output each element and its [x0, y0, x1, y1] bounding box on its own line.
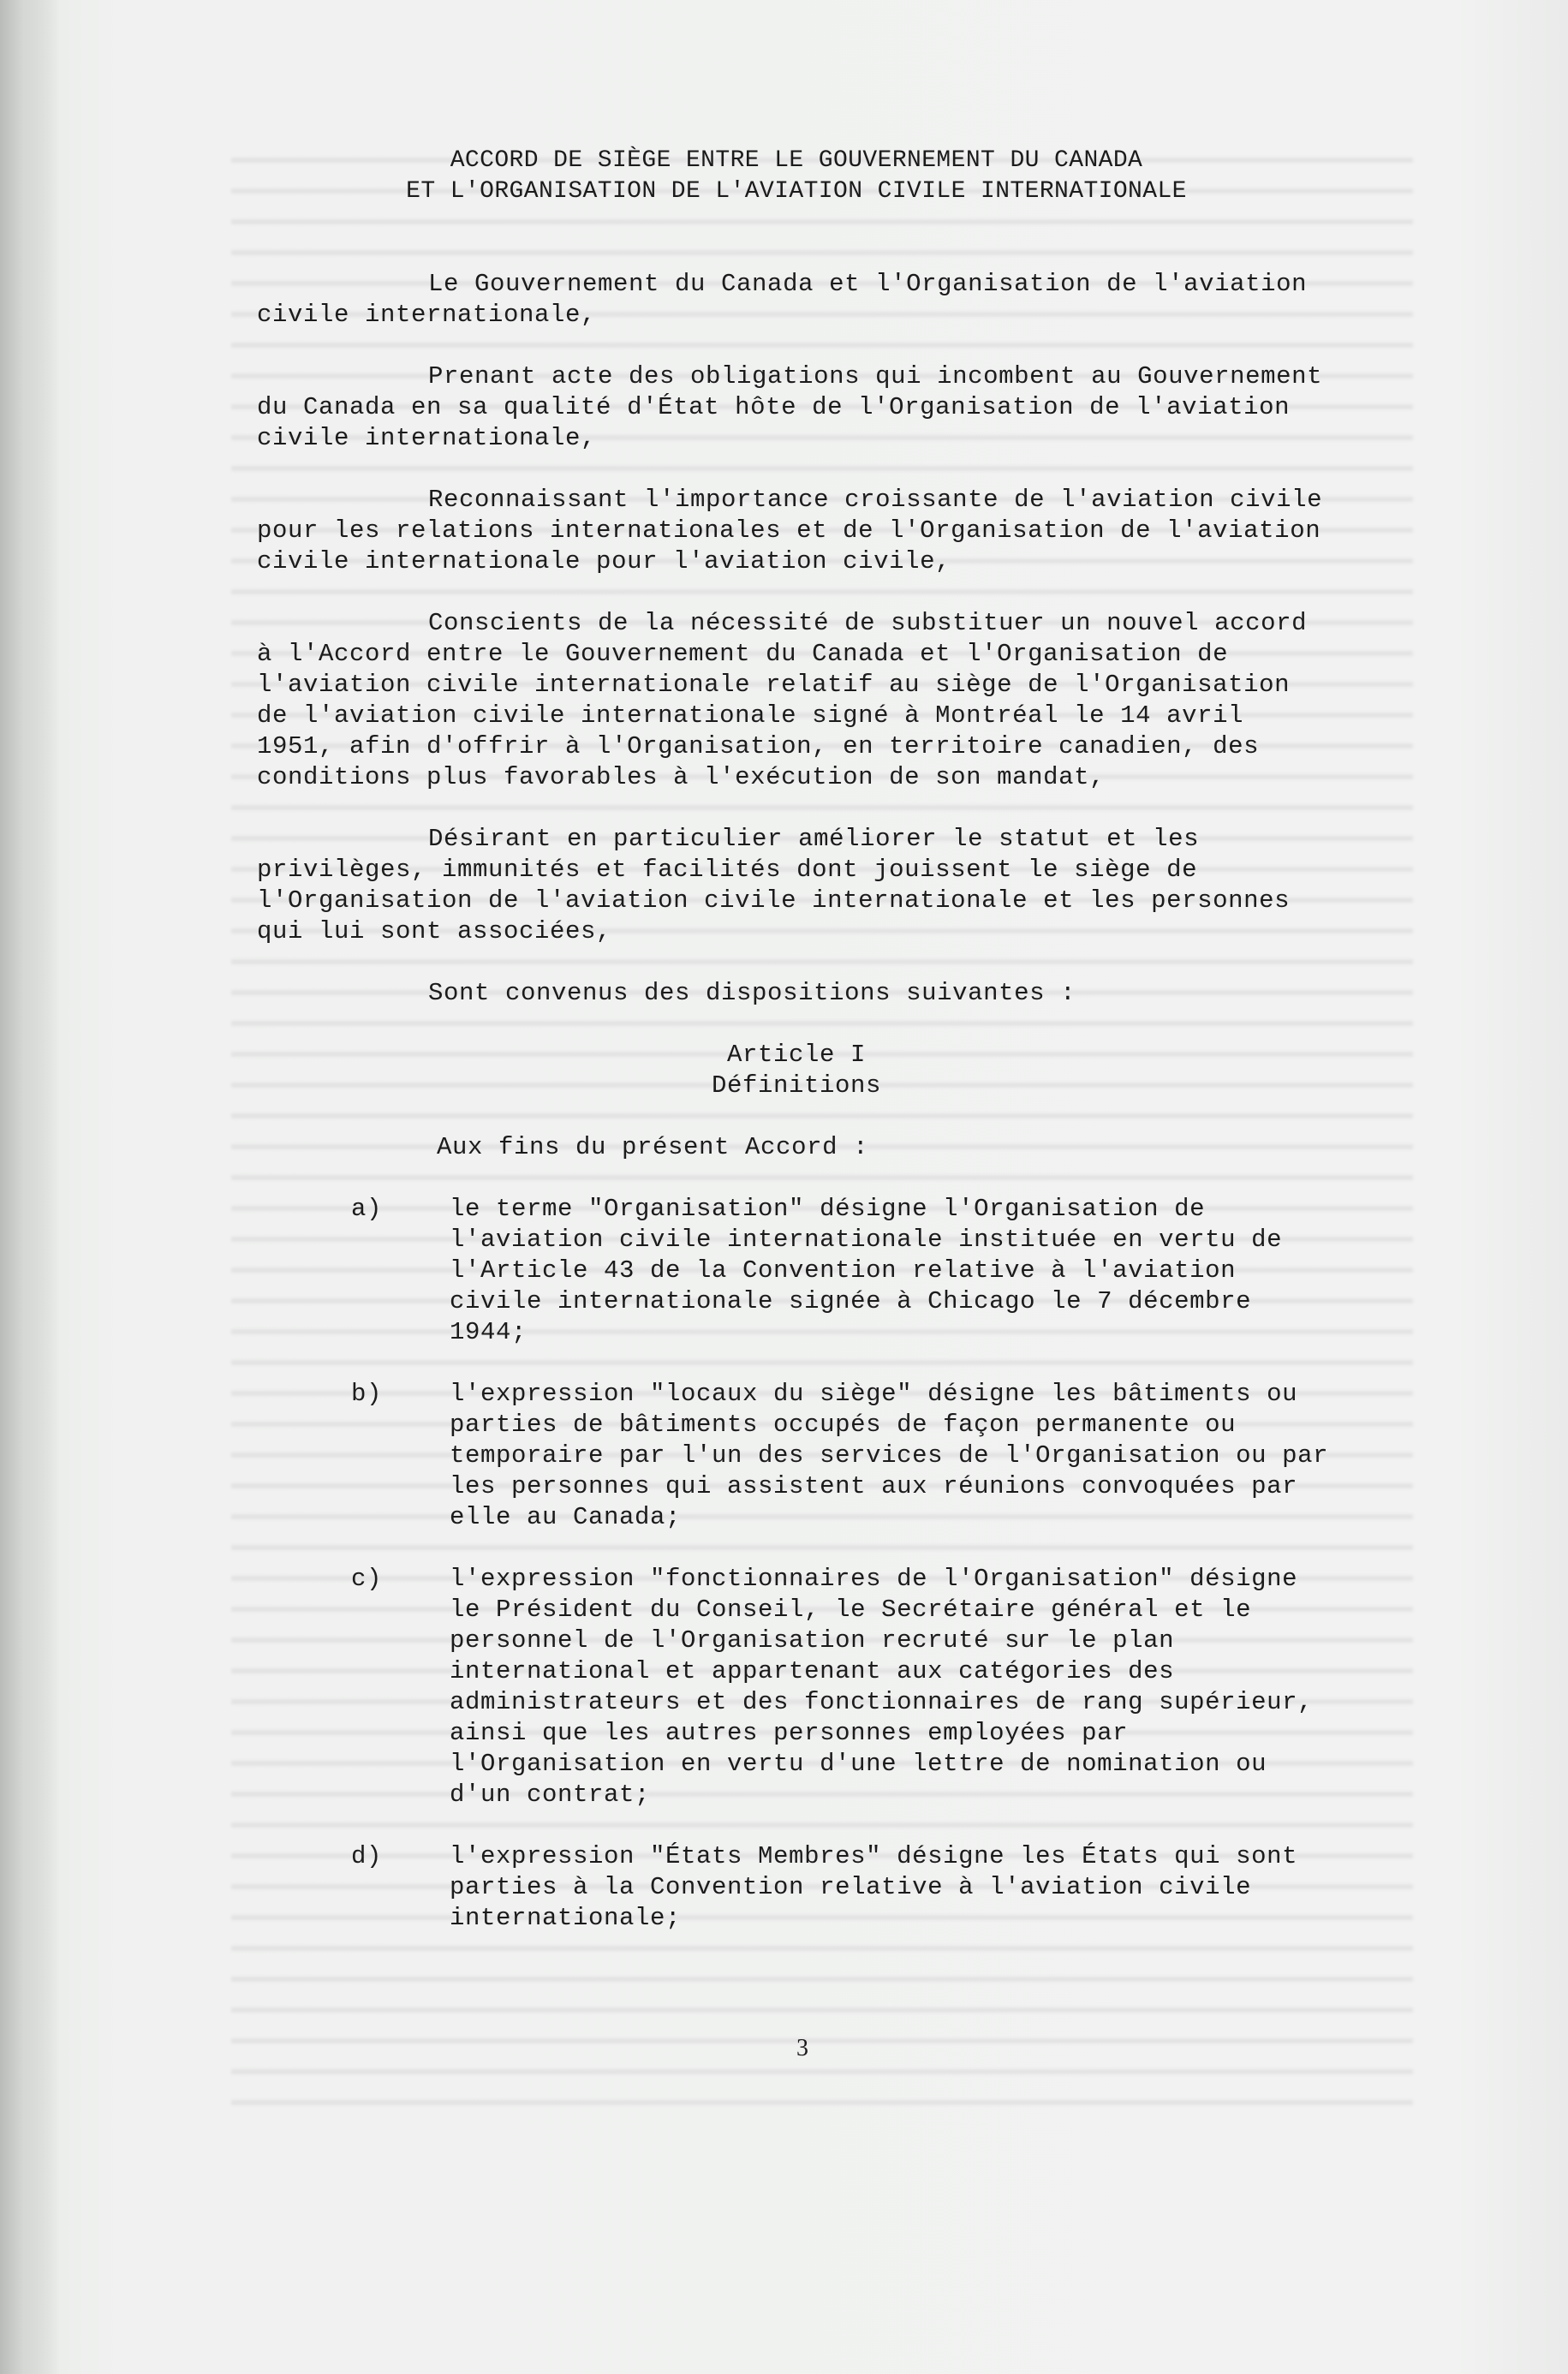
document-body — [257, 146, 1336, 1965]
article-heading — [257, 1040, 1336, 1101]
definition-letter: b) — [351, 1380, 383, 1408]
title-line-1: ACCORD DE SIÈGE ENTRE LE GOUVERNEMENT DU CANADA — [450, 147, 1143, 174]
definition-letter: a) — [351, 1195, 383, 1223]
definition-text: l'expression "locaux du siège" désigne les bâtiments ou parties de bâtiments occupés de façon permanente ou temporaire par l'un des services de l'Organisation ou par les personnes qui assistent aux réunions convoquées par elle au Canada; — [450, 1380, 1329, 1531]
definition-item-a — [257, 1194, 1336, 1348]
preamble-paragraph-5: Désirant en particulier améliorer le statut et les privilèges, immunités et facilités dont jouissent le siège de l'Organisation de l'aviation civile internationale et les personnes qui lui sont associées, — [257, 825, 1291, 945]
definition-text: le terme "Organisation" désigne l'Organisation de l'aviation civile internationale instituée en vertu de l'Article 43 de la Convention relative à l'aviation civile internationale signée à Chicago le 7 décembre 1944; — [450, 1195, 1283, 1346]
definition-text: l'expression "fonctionnaires de l'Organisation" désigne le Président du Conseil, le Secrétaire général et le personnel de l'Organisation recruté sur le plan international et appartenant aux catégories des administrateurs et des fonctionnaires de rang supérieur, ainsi que les autres personnes employées par l'Organisation en vertu d'une lettre de nomination ou d'un contrat; — [450, 1565, 1314, 1809]
article-lead: Aux fins du présent Accord : — [437, 1133, 869, 1161]
definition-item-d — [257, 1841, 1336, 1934]
definition-item-c — [257, 1564, 1336, 1810]
preamble-paragraph-4: Conscients de la nécessité de substituer un nouvel accord à l'Accord entre le Gouvernement du Canada et l'Organisation de l'aviation civile internationale relatif au siège de l'Organisation de l'aviation civile internationale signé à Montréal le 14 avril 1951, afin d'offrir à l'Organisation, en territoire canadien, des conditions plus favorables à l'exécution de son mandat, — [257, 609, 1308, 791]
definition-letter: c) — [351, 1565, 383, 1593]
article-title: Définitions — [711, 1071, 882, 1100]
document-title — [257, 146, 1336, 207]
article-number: Article I — [726, 1041, 867, 1069]
preamble-paragraph-3: Reconnaissant l'importance croissante de l'aviation civile pour les relations internationales et de l'Organisation de l'aviation civile internationale pour l'aviation civile, — [257, 486, 1323, 576]
title-line-2: ET L'ORGANISATION DE L'AVIATION CIVILE INTERNATIONALE — [406, 178, 1187, 205]
definition-text: l'expression "États Membres" désigne les États qui sont parties à la Convention relative à l'aviation civile internationale; — [450, 1842, 1298, 1932]
binding-shadow — [0, 0, 60, 2374]
page-number: 3 — [796, 2035, 808, 2061]
definition-letter: d) — [351, 1842, 383, 1870]
preamble-paragraph-6: Sont convenus des dispositions suivantes : — [428, 979, 1076, 1007]
definition-item-b — [257, 1379, 1336, 1533]
preamble-paragraph-1: Le Gouvernement du Canada et l'Organisation de l'aviation civile internationale, — [257, 270, 1308, 329]
preamble-paragraph-2: Prenant acte des obligations qui incombent au Gouvernement du Canada en sa qualité d'État hôte de l'Organisation de l'aviation civile internationale, — [257, 362, 1323, 452]
